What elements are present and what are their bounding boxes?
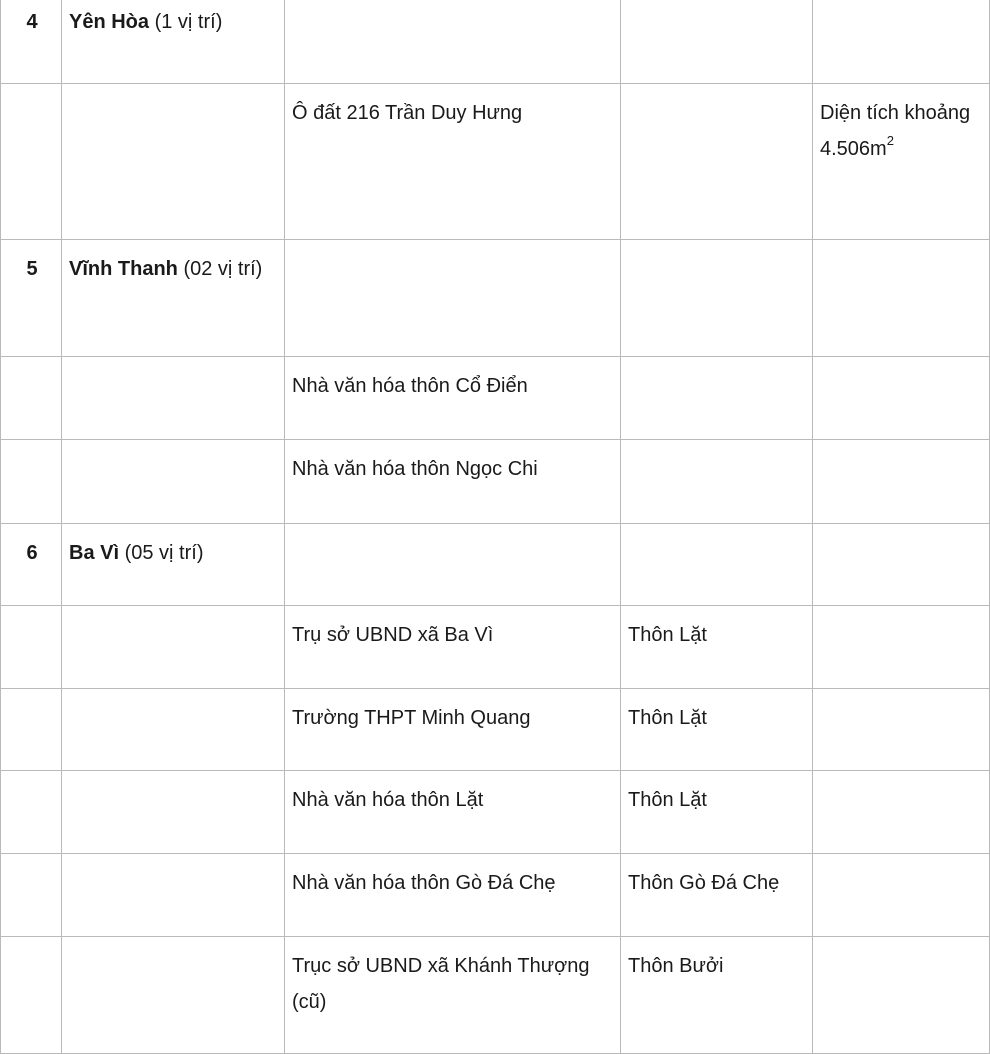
stt-cell	[1, 688, 62, 770]
note-cell	[813, 853, 990, 936]
location-text: Trụ sở UBND xã Ba Vì	[292, 623, 494, 646]
unit-cell	[62, 523, 285, 605]
address-cell	[621, 239, 813, 356]
location-text: Nhà văn hóa thôn Ngọc Chi	[292, 457, 538, 480]
unit-count: (1 vị trí)	[149, 11, 223, 33]
table-row	[1, 523, 990, 605]
note-text: Diện tích khoảng 4.506m	[820, 101, 971, 160]
table-row	[1, 83, 990, 239]
unit-name: Ba Vì	[69, 541, 120, 564]
location-text: Ô đất 216 Trần Duy Hưng	[292, 101, 523, 124]
address-text: Thôn Bưởi	[628, 954, 724, 977]
note-cell	[813, 936, 990, 1053]
unit-cell	[62, 853, 285, 936]
note-cell	[813, 688, 990, 770]
note-cell	[813, 239, 990, 356]
address-text: Thôn Lặt	[628, 706, 707, 729]
location-text: Nhà văn hóa thôn Lặt	[292, 788, 484, 811]
stt-cell: 4	[1, 0, 62, 83]
address-cell	[621, 853, 813, 936]
location-cell	[285, 605, 621, 688]
location-cell	[285, 0, 621, 83]
location-cell	[285, 439, 621, 523]
address-cell	[621, 0, 813, 83]
unit-cell	[62, 239, 285, 356]
location-cell	[285, 83, 621, 239]
unit-cell	[62, 688, 285, 770]
location-text: Nhà văn hóa thôn Gò Đá Chẹ	[292, 871, 556, 894]
note-cell	[813, 439, 990, 523]
unit-cell	[62, 936, 285, 1053]
stt-cell	[1, 853, 62, 936]
note-cell	[813, 83, 990, 239]
location-cell	[285, 523, 621, 605]
note-cell	[813, 605, 990, 688]
address-cell	[621, 439, 813, 523]
address-cell	[621, 523, 813, 605]
location-cell	[285, 770, 621, 853]
table-row	[1, 0, 990, 83]
unit-name: Yên Hòa	[69, 11, 150, 33]
address-cell	[621, 936, 813, 1053]
location-cell	[285, 688, 621, 770]
table-row	[1, 770, 990, 853]
stt-cell	[1, 770, 62, 853]
stt-cell	[1, 439, 62, 523]
table-row	[1, 356, 990, 439]
stt-cell: 6	[1, 523, 62, 605]
unit-cell	[62, 0, 285, 83]
stt-cell	[1, 936, 62, 1053]
location-cell	[285, 936, 621, 1053]
address-cell	[621, 605, 813, 688]
address-cell	[621, 356, 813, 439]
stt-cell	[1, 356, 62, 439]
address-cell	[621, 83, 813, 239]
address-text: Thôn Lặt	[628, 788, 707, 811]
note-cell	[813, 523, 990, 605]
address-cell	[621, 688, 813, 770]
note-cell	[813, 356, 990, 439]
location-cell	[285, 356, 621, 439]
unit-cell	[62, 770, 285, 853]
location-text: Trục sở UBND xã Khánh Thượng (cũ)	[292, 954, 590, 1013]
note-superscript: 2	[886, 132, 894, 148]
note-cell	[813, 0, 990, 83]
location-cell	[285, 239, 621, 356]
table-row	[1, 688, 990, 770]
stt-cell	[1, 605, 62, 688]
table-row	[1, 936, 990, 1053]
note-cell	[813, 770, 990, 853]
unit-cell	[62, 356, 285, 439]
address-text: Thôn Lặt	[628, 623, 707, 646]
stt-cell	[1, 83, 62, 239]
unit-cell	[62, 83, 285, 239]
table-row	[1, 239, 990, 356]
unit-cell	[62, 605, 285, 688]
table-row	[1, 853, 990, 936]
location-cell	[285, 853, 621, 936]
address-cell	[621, 770, 813, 853]
unit-count: (05 vị trí)	[119, 541, 204, 564]
unit-name: Vĩnh Thanh	[69, 257, 178, 280]
table-row	[1, 605, 990, 688]
unit-count: (02 vị trí)	[177, 257, 263, 280]
location-text: Trường THPT Minh Quang	[292, 706, 531, 729]
stt-cell: 5	[1, 239, 62, 356]
location-text: Nhà văn hóa thôn Cổ Điển	[292, 374, 528, 397]
address-text: Thôn Gò Đá Chẹ	[628, 871, 780, 894]
unit-cell	[62, 439, 285, 523]
table-row	[1, 439, 990, 523]
